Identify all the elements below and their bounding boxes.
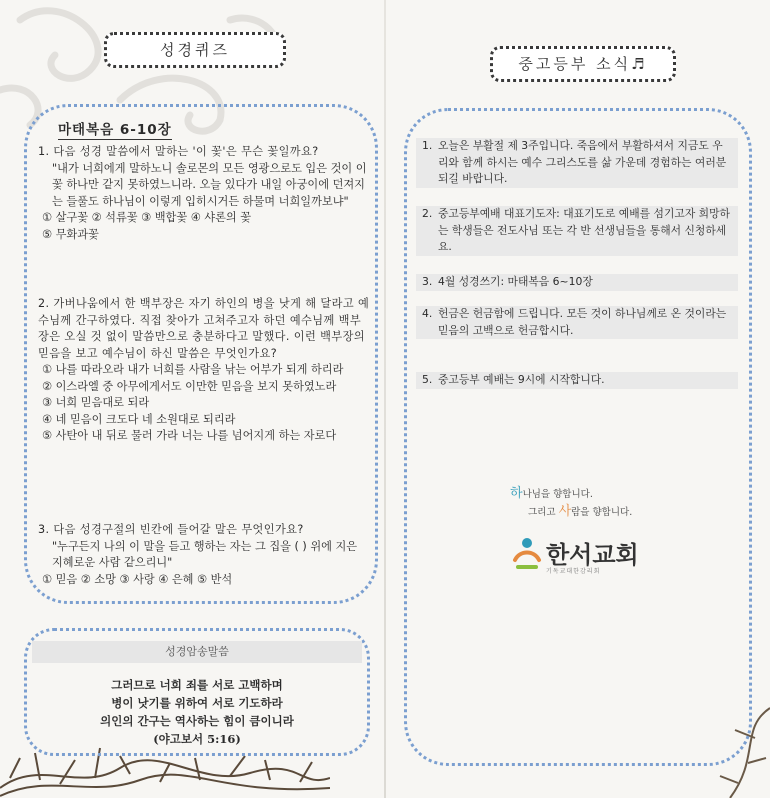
news-item-1 xyxy=(416,138,738,188)
verse-text: "내가 너희에게 말하노니 솔로몬의 모든 영광으로도 입은 것이 이 꽃 하나만 같지 못하였느니라. 오늘 있다가 내일 아궁이에 던져지는 들풀도 하나님이 이렇게 입히시거든 하물며 너희일까보냐" xyxy=(52,161,367,208)
page-fold xyxy=(384,0,386,798)
memory-verse-reference: (야고보서 5:16) xyxy=(153,732,241,746)
verse-text: "누구든지 나의 이 말을 듣고 행하는 자는 그 집을 ( ) 위에 지은 지혜로운 사람 같으리니" xyxy=(52,539,358,569)
options-line: ① 믿음 ② 소망 ③ 사랑 ④ 은혜 ⑤ 반석 xyxy=(42,572,233,586)
memory-verse-line: 그러므로 너희 죄를 서로 고백하며 xyxy=(111,678,283,692)
options-line: ⑤ 무화과꽃 xyxy=(42,227,99,241)
slogan-line-2 xyxy=(528,500,632,519)
news-item-4 xyxy=(416,306,738,339)
question-text: 2. 가버나움에서 한 백부장은 자기 하인의 병을 낫게 해 달라고 예수님께 간구하였다. 직접 찾아가 고쳐주고자 하던 예수님께 백부장은 오실 것 없이 말씀만으로 충분하다고 말했다. 이런 백부장의 믿음을 보고 예수님이 하신 말씀은 무엇인가요? xyxy=(38,297,370,360)
news-number: 5. xyxy=(422,373,433,386)
quiz-question-2 xyxy=(38,296,370,445)
memory-verse-line: 의인의 간구는 역사하는 힘이 큼이니라 xyxy=(100,714,294,728)
option-4: ④ 네 믿음이 크도다 네 소원대로 되리라 xyxy=(42,412,236,426)
slogan-initial: 하 xyxy=(510,486,523,501)
quiz-heading: 마태복음 6-10장 xyxy=(58,118,172,140)
news-item-5 xyxy=(416,372,738,389)
slogan-text: 람을 향합니다. xyxy=(571,507,633,518)
slogan-text: 나님을 향합니다. xyxy=(522,489,593,500)
news-text: 4월 성경쓰기: 마태복음 6~10장 xyxy=(438,275,593,288)
memory-verse-line: 병이 낫기를 위하여 서로 기도하라 xyxy=(111,696,283,710)
slogan-line-1 xyxy=(510,482,593,501)
memory-verse-title: 성경암송말씀 xyxy=(32,641,362,663)
quiz-question-3 xyxy=(38,522,370,588)
quiz-question-1 xyxy=(38,144,370,243)
quiz-title: 성경퀴즈 xyxy=(104,32,286,68)
slogan-text: 그리고 xyxy=(528,507,559,518)
option-2: ② 이스라엘 중 아무에게서도 이만한 믿음을 보지 못하였노라 xyxy=(42,379,337,393)
news-title: 중고등부 소식♬ xyxy=(490,46,676,82)
memory-verse-text xyxy=(32,676,362,748)
church-logo-icon xyxy=(512,536,542,570)
option-5: ⑤ 사탄아 내 뒤로 물러 가라 너는 나를 넘어지게 하는 자로다 xyxy=(42,429,337,442)
news-number: 1. xyxy=(422,139,433,152)
options-line: ① 살구꽃 ② 석류꽃 ③ 백합꽃 ④ 샤론의 꽃 xyxy=(42,211,252,224)
news-text: 중고등부예배 대표기도자: 대표기도로 예배를 섬기고자 희망하는 학생들은 전도사님 또는 각 반 선생님들을 통해서 신청하세요. xyxy=(438,207,730,253)
news-item-3 xyxy=(416,274,738,291)
news-number: 2. xyxy=(422,207,433,220)
news-text: 헌금은 헌금함에 드립니다. 모든 것이 하나님께로 온 것이라는 믿음의 고백으로 헌금합시다. xyxy=(438,307,727,337)
slogan-initial: 사 xyxy=(558,504,572,519)
question-text: 3. 다음 성경구절의 빈칸에 들어갈 말은 무엇인가요? xyxy=(38,523,304,536)
news-text: 오늘은 부활절 제 3주입니다. 죽음에서 부활하셔서 지금도 우리와 함께 하시는 예수 그리스도를 삶 가운데 경험하는 여러분 되길 바랍니다. xyxy=(438,139,727,185)
church-subtitle: 기독교대한감리회 xyxy=(546,568,601,575)
option-1: ① 나를 따라오라 내가 너희를 사람을 낚는 어부가 되게 하리라 xyxy=(42,363,344,376)
news-number: 3. xyxy=(422,275,433,288)
news-number: 4. xyxy=(422,307,433,320)
news-text: 중고등부 예배는 9시에 시작합니다. xyxy=(438,373,605,386)
question-text: 1. 다음 성경 말씀에서 말하는 '이 꽃'은 무슨 꽃일까요? xyxy=(38,145,319,158)
option-3: ③ 너희 믿음대로 되라 xyxy=(42,396,150,409)
church-name: 한서교회 xyxy=(546,541,639,569)
news-item-2 xyxy=(416,206,738,256)
